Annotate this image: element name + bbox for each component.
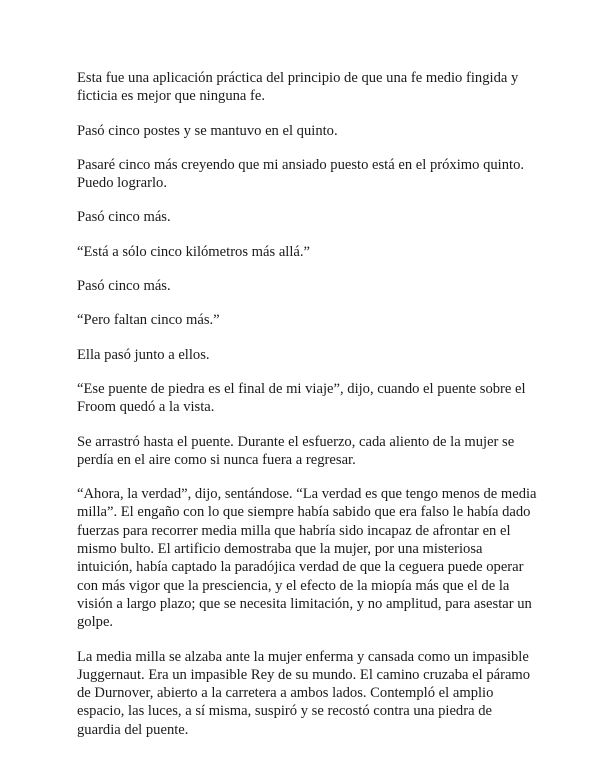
paragraph: “Ese puente de piedra es el final de mi viaje”, dijo, cuando el puente sobre el Froom quedó a la vista.: [77, 380, 526, 416]
paragraph: Pasó cinco más.: [77, 209, 171, 226]
paragraph: “Pero faltan cinco más.”: [77, 312, 220, 329]
document-page: [77, 69, 537, 755]
paragraph: Ella pasó junto a ellos.: [77, 346, 210, 363]
paragraph: “Está a sólo cinco kilómetros más allá.”: [77, 243, 311, 260]
paragraph: La media milla se alzaba ante la mujer enferma y cansada como un impasible Juggernaut. Era un impasible Rey de su mundo. El camino cruzaba el páramo de Durnover, abierto a la carretera a ambos lados. Contempló el amplio espacio, las luces, a sí misma, suspiró y se recostó contra una piedra de guardia del puente.: [77, 648, 531, 738]
paragraph: “Ahora, la verdad”, dijo, sentándose. “La verdad es que tengo menos de media milla”. El engaño con lo que siempre había sabido que era falso le había dado fuerzas para recorrer media milla que habría sido incapaz de afrontar en el mismo bulto. El artificio demostraba que la mujer, por una misteriosa intuición, había captado la paradójica verdad de que la ceguera puede operar con más vigor que la presciencia, y el efecto de la miopía más que el de la visión a largo plazo; que se necesita limitación, y no amplitud, para asestar un golpe.: [77, 486, 537, 631]
paragraph: Esta fue una aplicación práctica del principio de que una fe medio fingida y ficticia es mejor que ninguna fe.: [77, 70, 519, 105]
paragraph: Pasó cinco postes y se mantuvo en el quinto.: [77, 122, 338, 139]
paragraph: Pasó cinco más.: [77, 278, 171, 295]
paragraph: Pasaré cinco más creyendo que mi ansiado puesto está en el próximo quinto. Puedo lograrlo.: [77, 156, 525, 192]
paragraph: Se arrastró hasta el puente. Durante el esfuerzo, cada aliento de la mujer se perdía en el aire como si nunca fuera a regresar.: [77, 433, 515, 468]
